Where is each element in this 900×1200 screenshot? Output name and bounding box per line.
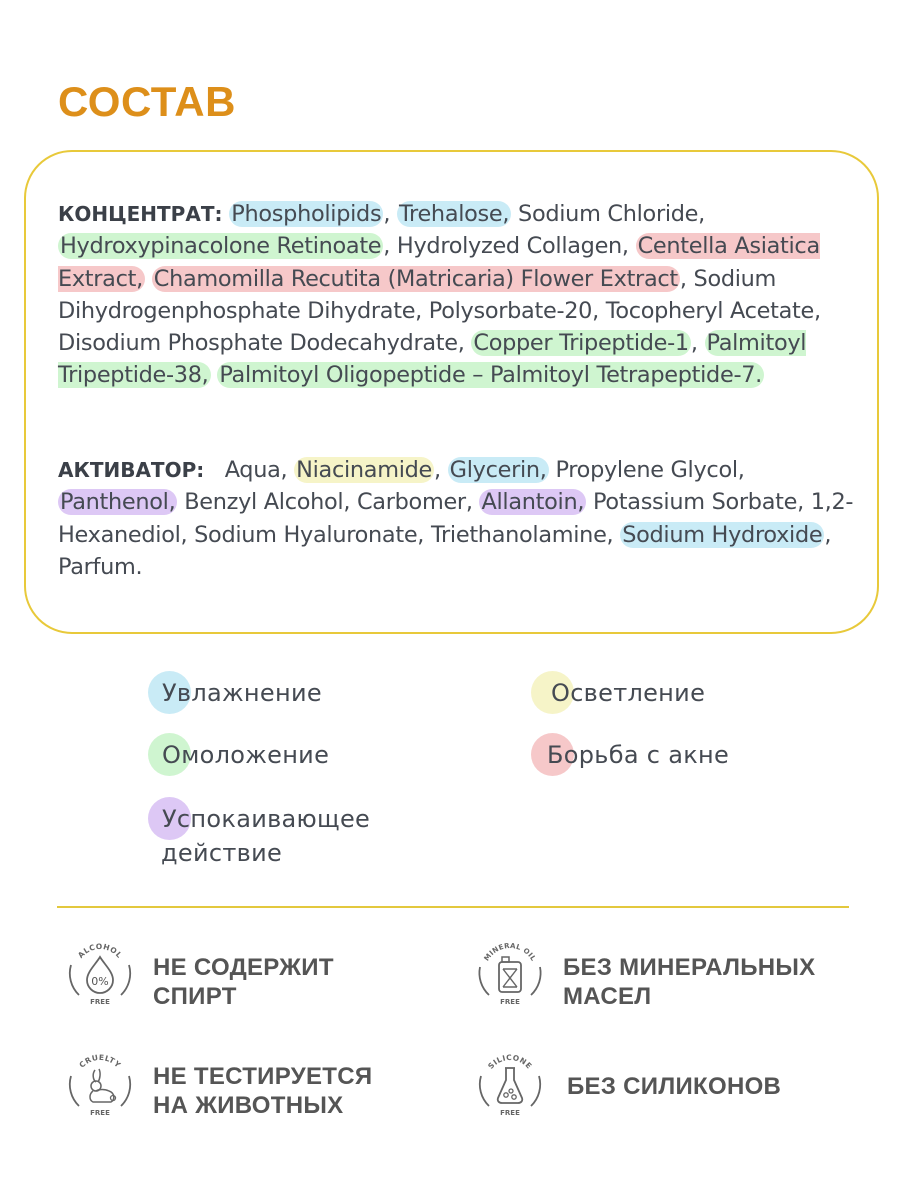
- ingredient-text: Sodium Chloride,: [511, 201, 705, 227]
- cruelty-free-icon: [65, 1048, 135, 1118]
- ingredient-text: Propylene Glycol,: [548, 457, 745, 483]
- ingredient-highlight-blue: Phospholipids: [231, 201, 382, 227]
- ingredient-text: , Parfum.: [58, 521, 832, 580]
- activator-paragraph: [58, 454, 858, 583]
- svg-text:FREE: FREE: [90, 1109, 110, 1117]
- activator-label: АКТИВАТОР:: [58, 458, 205, 482]
- badge-line1: НЕ ТЕСТИРУЕТСЯ: [153, 1063, 373, 1090]
- ingredient-text: Aqua,: [224, 457, 295, 483]
- badge-line2: МАСЕЛ: [563, 983, 652, 1010]
- concentrate-paragraph: [58, 198, 858, 392]
- ingredient-highlight-blue: Sodium Hydroxide: [622, 521, 823, 548]
- alcohol-free-icon: [65, 937, 135, 1007]
- page-title: СОСТАВ: [58, 78, 236, 125]
- svg-text:CRUELTY: CRUELTY: [77, 1052, 123, 1070]
- ingredient-text: ,: [434, 457, 448, 483]
- mineral-oil-free-icon: [475, 937, 545, 1007]
- ingredient-text: , Hydrolyzed Collagen,: [383, 233, 636, 260]
- legend-label: Успокаивающее: [162, 805, 371, 833]
- ingredient-highlight-yellow: Niacinamide: [296, 457, 433, 483]
- svg-text:ALCOHOL: ALCOHOL: [76, 941, 125, 960]
- svg-text:SILICONE: SILICONE: [486, 1052, 534, 1071]
- concentrate-ingredients: [58, 201, 821, 388]
- badge-line2: СПИРТ: [153, 983, 237, 1010]
- ingredient-highlight-red: Chamomilla Recutita (Matricaria) Flower Extract: [153, 265, 678, 292]
- ingredient-highlight-green: Hydroxypinacolone Retinoate: [60, 233, 382, 260]
- ingredient-highlight-purple: Panthenol,: [60, 489, 176, 516]
- legend-label: Осветление: [551, 679, 706, 707]
- badge-line2: НА ЖИВОТНЫХ: [153, 1092, 344, 1119]
- svg-text:MINERAL OIL: MINERAL OIL: [482, 941, 538, 963]
- badge-line1: БЕЗ МИНЕРАЛЬНЫХ: [563, 954, 816, 981]
- ingredient-text: ,: [690, 330, 705, 357]
- ingredient-highlight-green: Palmitoyl Tripeptide-38,: [58, 330, 807, 389]
- divider: [57, 906, 849, 908]
- svg-text:FREE: FREE: [90, 998, 110, 1006]
- ingredient-text: Benzyl Alcohol, Carbomer,: [177, 489, 480, 516]
- ingredient-highlight-green: Palmitoyl Oligopeptide – Palmitoyl Tetrapeptide-7.: [219, 362, 762, 389]
- ingredient-highlight-red: Centella Asiatica Extract,: [58, 233, 820, 292]
- ingredient-text: , Sodium Dihydrogenphosphate Dihydrate, Polysorbate-20, Tocopheryl Acetate, Disodium Phosphate Dodecahydrate,: [58, 265, 821, 357]
- silicone-free-icon: [475, 1048, 545, 1118]
- legend-label: Омоложение: [162, 741, 330, 769]
- legend-label-line2: действие: [161, 839, 283, 867]
- legend-label: Борьба с акне: [547, 741, 730, 769]
- ingredient-text: Potassium Sorbate, 1,2-Hexanediol, Sodium Hyaluronate, Triethanolamine,: [58, 489, 854, 548]
- badge-line1: БЕЗ СИЛИКОНОВ: [567, 1073, 782, 1100]
- ingredient-text: [145, 266, 152, 292]
- ingredient-text: ,: [383, 201, 397, 227]
- svg-text:0%: 0%: [91, 975, 109, 988]
- svg-text:FREE: FREE: [500, 1109, 520, 1117]
- ingredient-highlight-blue: Glycerin,: [449, 457, 547, 483]
- legend-label: Увлажнение: [162, 679, 322, 707]
- concentrate-label: КОНЦЕНТРАТ:: [58, 202, 223, 226]
- svg-text:FREE: FREE: [500, 998, 520, 1006]
- ingredient-highlight-blue: Trehalose,: [398, 201, 510, 227]
- ingredient-highlight-purple: Allantoin,: [481, 489, 585, 516]
- badge-line1: НЕ СОДЕРЖИТ: [153, 954, 334, 981]
- ingredient-highlight-green: Copper Tripeptide-1: [473, 330, 689, 357]
